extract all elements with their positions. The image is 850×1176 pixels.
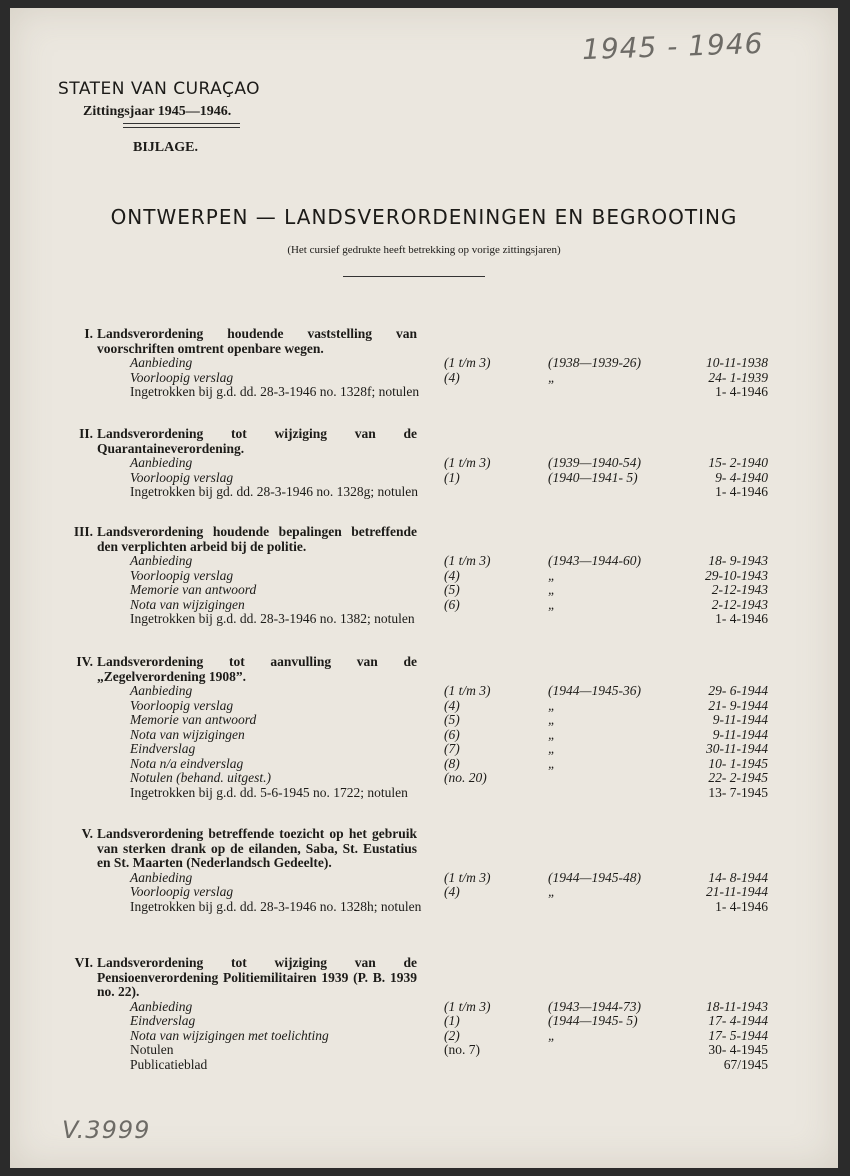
entry-label: Ingetrokken bij g.d. dd. 28-3-1946 no. 1328h; notulen xyxy=(130,898,422,914)
entry-label: Aanbieding xyxy=(130,553,193,568)
entry-row xyxy=(50,1000,820,1015)
entry-date: 10- 1-1945 xyxy=(708,755,768,771)
entry-row xyxy=(50,598,820,613)
section-title: Landsverordening tot aanvulling van de „Zegelverordening 1908”. xyxy=(97,654,417,684)
entry-date: 18- 9-1943 xyxy=(708,553,768,568)
section-heading xyxy=(50,827,820,871)
entry-session: „ xyxy=(548,582,556,597)
entry-row xyxy=(50,699,820,714)
entry-row xyxy=(50,757,820,772)
entry-date: 30- 4-1945 xyxy=(708,1042,768,1057)
entry-ref: (5) xyxy=(444,582,460,597)
entry-label: Memorie van antwoord xyxy=(130,582,257,597)
entry-label: Nota n/a eindverslag xyxy=(130,755,244,771)
entry-date: 18-11-1943 xyxy=(706,998,768,1014)
entry-ref: (2) xyxy=(444,1027,460,1043)
section-4 xyxy=(50,655,820,800)
entry-date: 1- 4-1946 xyxy=(715,611,768,626)
entry-label: Voorloopig verslag xyxy=(130,469,234,485)
handwritten-years: 1945 - 1946 xyxy=(581,26,764,67)
section-number: II. xyxy=(79,426,93,441)
entry-row xyxy=(50,786,820,801)
entry-session: (1943—1944-73) xyxy=(548,998,641,1014)
entry-row xyxy=(50,554,820,569)
entry-row xyxy=(50,385,820,400)
entry-label: Voorloopig verslag xyxy=(130,884,234,899)
entry-row xyxy=(50,371,820,386)
entry-ref: (1) xyxy=(444,469,460,485)
entry-row xyxy=(50,885,820,900)
entry-ref: (no. 7) xyxy=(444,1042,480,1057)
entry-ref: (4) xyxy=(444,567,460,583)
handwritten-reference: V.3999 xyxy=(62,1116,151,1144)
entry-label: Publicatieblad xyxy=(130,1056,208,1072)
entry-date: 2-12-1943 xyxy=(711,596,768,612)
section-number: I. xyxy=(84,326,93,341)
entry-session: „ xyxy=(548,596,556,612)
entry-session: (1939—1940-54) xyxy=(548,455,641,470)
entry-date: 29-10-1943 xyxy=(705,567,768,583)
entry-date: 17- 4-1944 xyxy=(708,1013,768,1028)
entry-label: Ingetrokken bij gd. dd. 28-3-1946 no. 1328g; notulen xyxy=(130,484,418,499)
entry-ref: (5) xyxy=(444,712,460,727)
entry-row xyxy=(50,1029,820,1044)
entry-date: 29- 6-1944 xyxy=(708,683,768,698)
entry-row xyxy=(50,1058,820,1073)
entry-ref: (no. 20) xyxy=(444,770,487,785)
session-underline xyxy=(123,123,240,124)
entry-row xyxy=(50,1043,820,1058)
entry-row xyxy=(50,583,820,598)
page-subtitle: (Het cursief gedrukte heeft betrekking op vorige zittingsjaren) xyxy=(287,244,561,256)
annex-label: BIJLAGE. xyxy=(133,140,198,155)
entry-date: 9-11-1944 xyxy=(712,712,768,727)
institution-title: STATEN VAN CURAÇAO xyxy=(58,79,261,99)
entry-ref: (1 t/m 3) xyxy=(444,683,491,698)
entry-date: 24- 1-1939 xyxy=(708,369,768,385)
section-number: V. xyxy=(81,826,93,841)
section-title: Landsverordening betreffende toezicht op het gebruik van sterken drank op de eilanden, Saba, St. Eustatius en St. Maarten (Nederlandsch Gedeelte). xyxy=(97,826,417,870)
entry-session: „ xyxy=(548,741,556,756)
entry-date: 14- 8-1944 xyxy=(708,869,768,885)
entry-label: Nota van wijzigingen xyxy=(130,596,245,612)
entry-session: „ xyxy=(548,726,556,742)
entry-ref: (1 t/m 3) xyxy=(444,553,491,568)
entry-row xyxy=(50,713,820,728)
entry-ref: (1 t/m 3) xyxy=(444,355,491,370)
page-title: ONTWERPEN — LANDSVERORDENINGEN EN BEGROOTING xyxy=(110,205,738,229)
entry-date: 9- 4-1940 xyxy=(715,469,768,485)
entry-label: Voorloopig verslag xyxy=(130,369,234,385)
entry-date: 1- 4-1946 xyxy=(715,898,768,914)
session-underline-2 xyxy=(123,127,240,128)
section-6 xyxy=(50,956,820,1072)
entry-session: „ xyxy=(548,1027,556,1043)
entry-label: Aanbieding xyxy=(130,355,193,370)
entry-label: Voorloopig verslag xyxy=(130,567,234,583)
entry-date: 22- 2-1945 xyxy=(708,770,768,785)
entry-label: Memorie van antwoord xyxy=(130,712,257,727)
entry-session: „ xyxy=(548,369,556,385)
section-1 xyxy=(50,327,820,400)
section-number: VI. xyxy=(74,955,93,970)
entry-row xyxy=(50,612,820,627)
entry-ref: (7) xyxy=(444,741,460,756)
entry-label: Aanbieding xyxy=(130,998,193,1014)
entry-date: 1- 4-1946 xyxy=(715,484,768,499)
entry-label: Aanbieding xyxy=(130,455,193,470)
entry-date: 30-11-1944 xyxy=(706,741,768,756)
entry-session: (1940—1941- 5) xyxy=(548,469,638,485)
entry-row xyxy=(50,471,820,486)
entry-row xyxy=(50,356,820,371)
entry-session: (1944—1945- 5) xyxy=(548,1013,638,1028)
entry-label: Aanbieding xyxy=(130,683,193,698)
entry-ref: (8) xyxy=(444,755,460,771)
entry-row xyxy=(50,742,820,757)
section-number: III. xyxy=(73,524,93,539)
entry-ref: (1 t/m 3) xyxy=(444,455,491,470)
entry-row xyxy=(50,900,820,915)
entry-session: (1943—1944-60) xyxy=(548,553,641,568)
entry-label: Voorloopig verslag xyxy=(130,697,234,713)
entry-session: „ xyxy=(548,697,556,713)
entry-row xyxy=(50,871,820,886)
section-title: Landsverordening tot wijziging van de Quarantaineverordening. xyxy=(97,426,417,456)
entry-session: „ xyxy=(548,755,556,771)
entry-date: 1- 4-1946 xyxy=(715,384,768,399)
section-heading xyxy=(50,525,820,554)
entry-row xyxy=(50,1014,820,1029)
section-number: IV. xyxy=(76,654,93,669)
section-title: Landsverordening houdende vaststelling van voorschriften omtrent openbare wegen. xyxy=(97,326,417,356)
section-heading xyxy=(50,956,820,1000)
entry-label: Nota van wijzigingen xyxy=(130,726,245,742)
entry-date: 17- 5-1944 xyxy=(708,1027,768,1043)
section-3 xyxy=(50,525,820,627)
entry-session: (1944—1945-48) xyxy=(548,869,641,885)
section-2 xyxy=(50,427,820,500)
entry-ref: (6) xyxy=(444,596,460,612)
entry-label: Nota van wijzigingen met toelichting xyxy=(130,1027,329,1043)
entry-ref: (1) xyxy=(444,1013,460,1028)
entry-date: 15- 2-1940 xyxy=(708,455,768,470)
entry-ref: (4) xyxy=(444,369,460,385)
entry-label: Notulen xyxy=(130,1042,174,1057)
entry-label: Eindverslag xyxy=(130,741,196,756)
section-title: Landsverordening houdende bepalingen betreffende den verplichten arbeid bij de politie. xyxy=(97,524,417,554)
entry-label: Ingetrokken bij g.d. dd. 28-3-1946 no. 1328f; notulen xyxy=(130,384,420,399)
entry-ref: (4) xyxy=(444,697,460,713)
entry-label: Ingetrokken bij g.d. dd. 5-6-1945 no. 1722; notulen xyxy=(130,784,408,800)
entry-session: „ xyxy=(548,884,556,899)
entry-date: 13- 7-1945 xyxy=(708,784,768,800)
entry-label: Notulen (behand. uitgest.) xyxy=(130,770,271,785)
section-title: Landsverordening tot wijziging van de Pensioenverordening Politiemilitairen 1939 (P. B. 1939 no. 22). xyxy=(97,955,417,999)
entry-ref: (1 t/m 3) xyxy=(444,998,491,1014)
entry-ref: (1 t/m 3) xyxy=(444,869,491,885)
entry-date: 9-11-1944 xyxy=(712,726,768,742)
entry-session: (1938—1939-26) xyxy=(548,355,641,370)
section-heading xyxy=(50,327,820,356)
entry-ref: (4) xyxy=(444,884,460,899)
entry-row xyxy=(50,569,820,584)
entry-date: 10-11-1938 xyxy=(706,355,768,370)
section-heading xyxy=(50,655,820,684)
entry-date: 21-11-1944 xyxy=(706,884,768,899)
entry-date: 67/1945 xyxy=(723,1056,768,1072)
entry-session: „ xyxy=(548,712,556,727)
entry-session: (1944—1945-36) xyxy=(548,683,641,698)
session-year: Zittingsjaar 1945—1946. xyxy=(83,104,232,119)
entry-row xyxy=(50,771,820,786)
title-divider xyxy=(343,276,485,277)
document-page xyxy=(10,8,838,1168)
entry-label: Eindverslag xyxy=(130,1013,196,1028)
entry-row xyxy=(50,684,820,699)
entry-ref: (6) xyxy=(444,726,460,742)
entry-row xyxy=(50,728,820,743)
entry-date: 2-12-1943 xyxy=(711,582,768,597)
section-5 xyxy=(50,827,820,914)
entry-label: Aanbieding xyxy=(130,869,193,885)
section-heading xyxy=(50,427,820,456)
entry-date: 21- 9-1944 xyxy=(708,697,768,713)
entry-row xyxy=(50,485,820,500)
entry-label: Ingetrokken bij g.d. dd. 28-3-1946 no. 1382; notulen xyxy=(130,611,415,626)
entry-row xyxy=(50,456,820,471)
entry-session: „ xyxy=(548,567,556,583)
